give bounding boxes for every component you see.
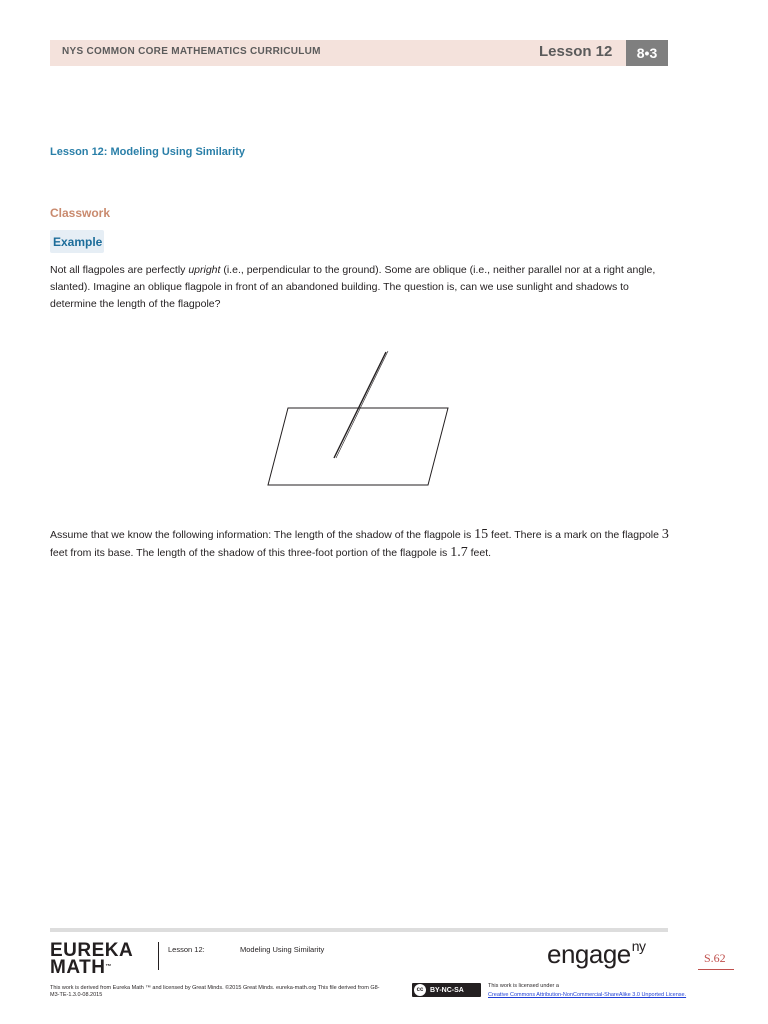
engage-ny-text: ny bbox=[631, 938, 646, 954]
eureka-logo-line1: EUREKA bbox=[50, 940, 134, 961]
intro-text-part2: (i.e., perpendicular to the ground). Some are oblique (i.e., neither parallel nor at a right angle, slanted). Imagine an oblique flagpole in front of an abandoned building. The question is, can we use sunlight and shadows to determine the length of the flagpole? bbox=[50, 264, 656, 310]
engage-text: engage bbox=[547, 939, 631, 969]
given-text-part3: feet from its base. The length of the shadow of this three-foot portion of the flagpole is bbox=[50, 547, 451, 559]
page-number-rule bbox=[698, 969, 734, 970]
flagpole-line-edge bbox=[336, 351, 388, 458]
shadow-length-value: 15 bbox=[474, 527, 489, 542]
cc-license-badge[interactable] bbox=[412, 983, 481, 997]
cc-badge-text: BY-NC-SA bbox=[430, 986, 464, 994]
portion-shadow-value: 1.7 bbox=[450, 545, 468, 560]
intro-emphasis: upright bbox=[188, 264, 221, 276]
footer-lesson: Lesson 12: bbox=[168, 945, 205, 954]
example-label: Example bbox=[53, 235, 103, 249]
eureka-math-logo bbox=[50, 942, 133, 976]
ground-plane bbox=[268, 408, 448, 485]
eureka-trademark: ™ bbox=[105, 964, 112, 970]
engageny-logo bbox=[547, 938, 646, 970]
header-lesson-label: Lesson 12 bbox=[539, 43, 613, 60]
given-text-part4: feet. bbox=[467, 547, 492, 559]
footer-divider bbox=[158, 942, 159, 970]
classwork-heading: Classwork bbox=[50, 206, 111, 220]
eureka-logo-line2: MATH bbox=[50, 957, 106, 978]
footer-lesson-title: Modeling Using Similarity bbox=[240, 945, 325, 954]
given-text-part2: feet. There is a mark on the flagpole bbox=[488, 529, 662, 541]
page-number: S.62 bbox=[704, 951, 726, 965]
footer-rule bbox=[50, 928, 668, 932]
given-text-part1: Assume that we know the following information: The length of the shadow of the flagpole is bbox=[50, 529, 475, 541]
given-info-paragraph bbox=[50, 526, 670, 562]
flagpole-figure bbox=[260, 340, 460, 490]
flagpole-line bbox=[334, 352, 386, 458]
intro-text-part1: Not all flagpoles are perfectly bbox=[50, 264, 189, 276]
module-badge: 8•3 bbox=[626, 40, 668, 66]
license-link[interactable]: Creative Commons Attribution-NonCommercial-ShareAlike 3.0 Unported License. bbox=[488, 992, 687, 998]
cc-icon: cc bbox=[414, 984, 426, 996]
footer-credit: This work is derived from Eureka Math ™ and licensed by Great Minds. ©2015 Great Minds. eureka-math.org This file derived from G8-M3-TE-1.3.0-08.2015 bbox=[50, 985, 380, 998]
curriculum-title: NYS COMMON CORE MATHEMATICS CURRICULUM bbox=[62, 46, 321, 57]
intro-paragraph bbox=[50, 262, 670, 313]
license-statement: This work is licensed under a bbox=[488, 983, 559, 989]
mark-distance-value: 3 bbox=[661, 527, 669, 542]
lesson-title: Lesson 12: Modeling Using Similarity bbox=[50, 146, 245, 158]
